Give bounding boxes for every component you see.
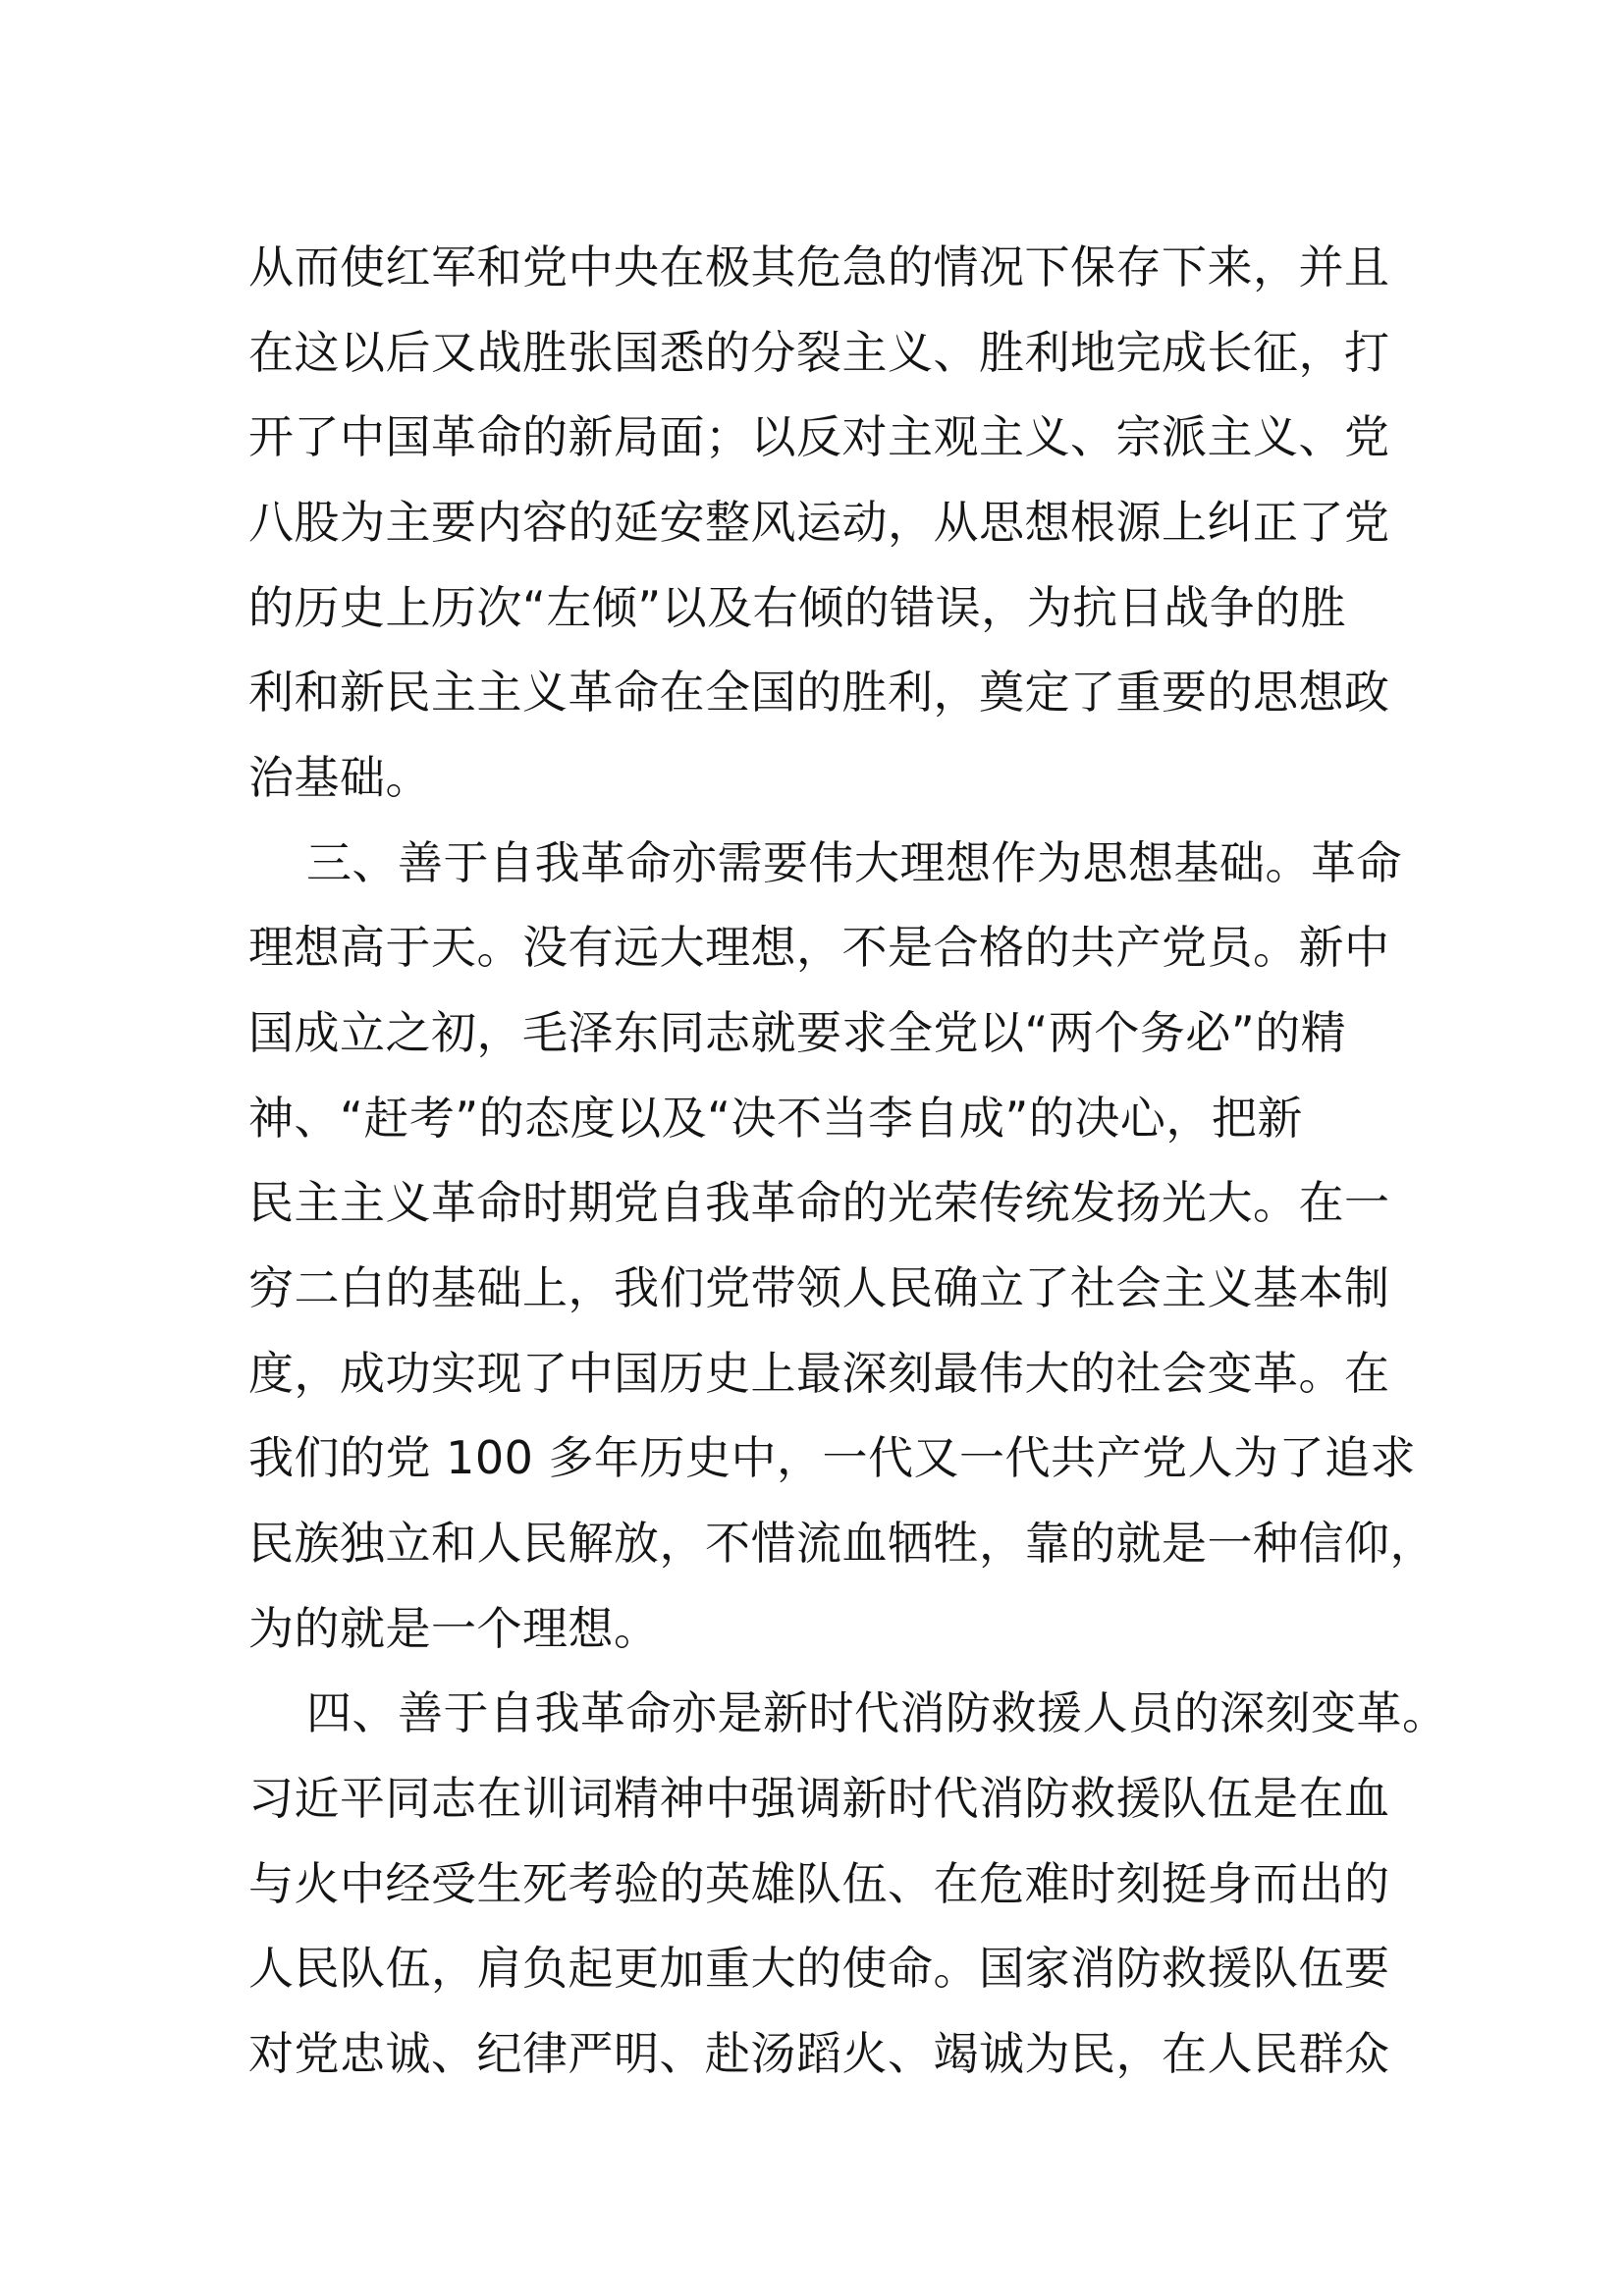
text-line: 八股为主要内容的延安整风运动，从思想根源上纠正了党 (248, 496, 1390, 549)
text-line: 从而使红军和党中央在极其危急的情况下保存下来，并且 (248, 240, 1390, 294)
text-line: 与火中经受生死考验的英雄队伍、在危难时刻挺身而出的 (248, 1857, 1390, 1910)
text-line: 为的就是一个理想。 (248, 1602, 660, 1655)
text-line: 度，成功实现了中国历史上最深刻最伟大的社会变革。在 (248, 1347, 1390, 1400)
text-line: 开了中国革命的新局面；以反对主观主义、宗派主义、党 (248, 410, 1390, 463)
text-line: 的历史上历次“左倾”以及右倾的错误，为抗日战争的胜 (248, 581, 1347, 634)
text-line: 治基础。 (248, 751, 431, 804)
text-line: 民族独立和人民解放，不惜流血牺牲，靠的就是一种信仰， (248, 1517, 1435, 1570)
text-line: 国成立之初，毛泽东同志就要求全党以“两个务必”的精 (248, 1006, 1347, 1059)
text-line: 我们的党 100 多年历史中，一代又一代共产党人为了追求 (248, 1431, 1417, 1484)
text-line: 神、“赶考”的态度以及“决不当李自成”的决心，把新 (248, 1092, 1303, 1145)
text-line: 穷二白的基础上，我们党带领人民确立了社会主义基本制 (248, 1261, 1390, 1314)
text-line: 利和新民主主义革命在全国的胜利，奠定了重要的思想政 (248, 666, 1390, 719)
text-line: 习近平同志在训词精神中强调新时代消防救援队伍是在血 (248, 1772, 1390, 1825)
text-line: 民主主义革命时期党自我革命的光荣传统发扬光大。在一 (248, 1176, 1390, 1229)
text-line: 理想高于天。没有远大理想，不是合格的共产党员。新中 (248, 921, 1390, 974)
text-line: 在这以后又战胜张国悉的分裂主义、胜利地完成长征，打 (248, 326, 1390, 379)
paragraph-heading-3: 三、善于自我革命亦需要伟大理想作为思想基础。革命 (306, 836, 1402, 889)
paragraph-heading-4: 四、善于自我革命亦是新时代消防救援人员的深刻变革。 (306, 1686, 1448, 1739)
text-line: 对党忠诚、纪律严明、赴汤蹈火、竭诚为民，在人民群众 (248, 2027, 1390, 2080)
text-line: 人民队伍，肩负起更加重大的使命。国家消防救援队伍要 (248, 1942, 1390, 1995)
